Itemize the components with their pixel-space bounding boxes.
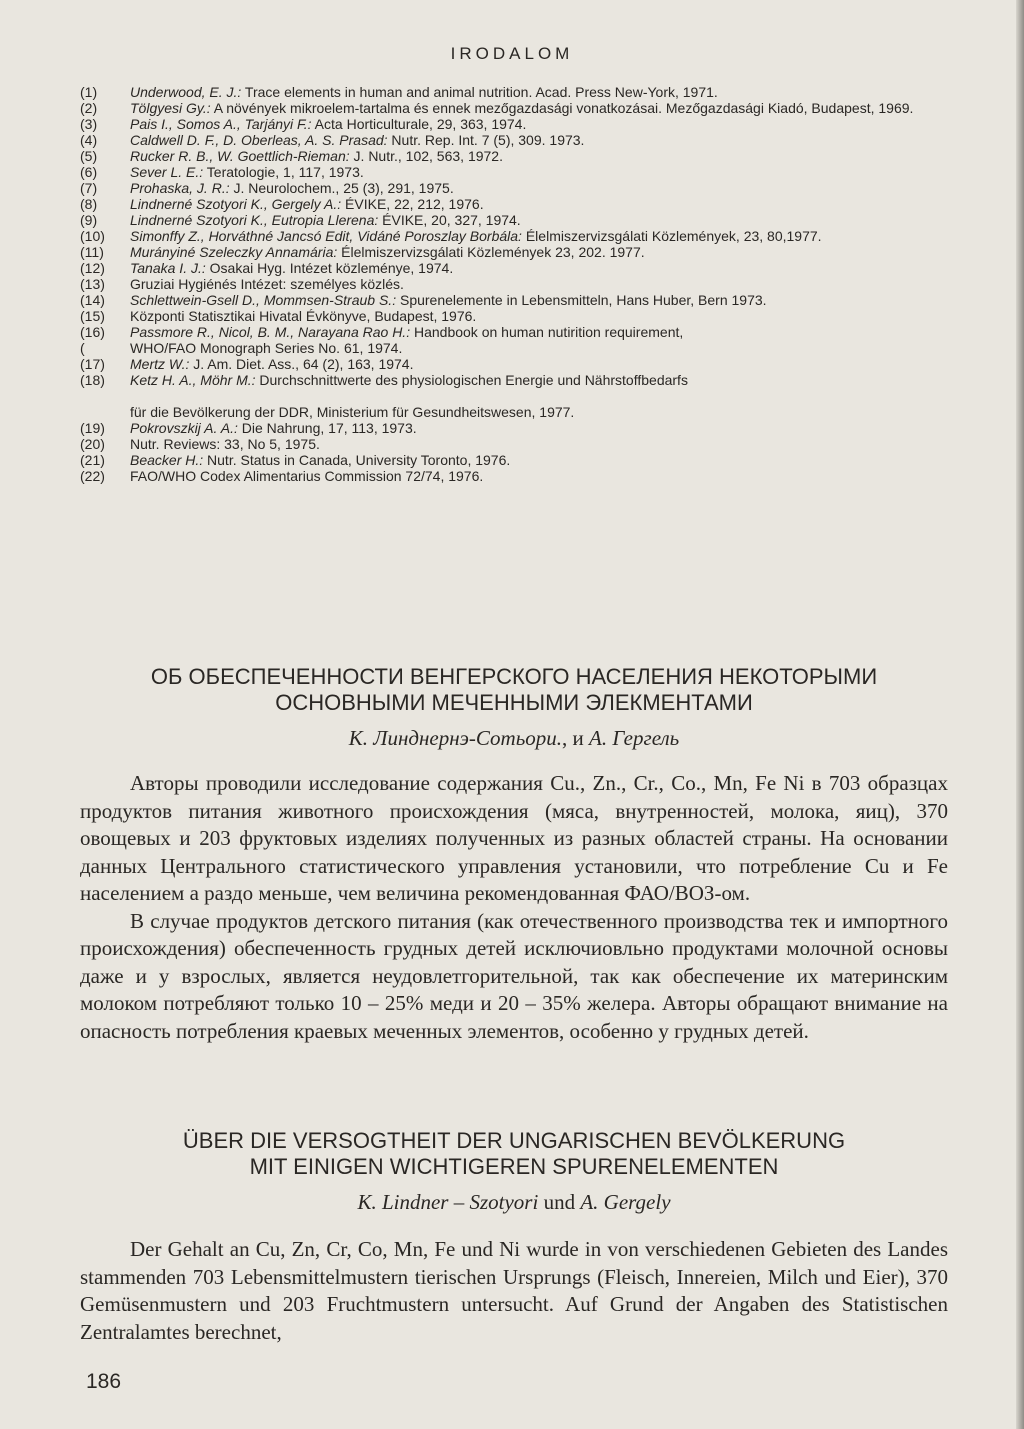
reference-item bbox=[80, 276, 948, 292]
reference-item bbox=[80, 260, 948, 276]
reference-item bbox=[80, 244, 948, 260]
reference-text: Teratologie, 1, 117, 1973. bbox=[203, 164, 364, 180]
german-author-conjunction: und bbox=[538, 1190, 581, 1214]
reference-number bbox=[80, 404, 130, 420]
reference-text: Die Nahrung, 17, 113, 1973. bbox=[237, 420, 417, 436]
reference-item bbox=[80, 228, 948, 244]
russian-authors bbox=[80, 726, 948, 751]
reference-authors: Lindnerné Szotyori K., Eutropia Llerena: bbox=[130, 212, 379, 228]
reference-item bbox=[80, 132, 948, 148]
reference-number: ( bbox=[80, 340, 85, 356]
reference-item bbox=[80, 468, 948, 484]
reference-authors: Tanaka I. J.: bbox=[130, 260, 206, 276]
reference-number: (12) bbox=[80, 260, 105, 276]
reference-text: Acta Horticulturale, 29, 363, 1974. bbox=[311, 116, 527, 132]
reference-authors: Sever L. E.: bbox=[130, 164, 204, 180]
reference-number: (19) bbox=[80, 420, 105, 436]
reference-item bbox=[80, 404, 948, 420]
reference-text: Durchschnittwerte des physiologischen Energie und Nährstoffbedarfs bbox=[255, 372, 688, 388]
reference-text: Spurenelemente in Lebensmitteln, Hans Huber, Bern 1973. bbox=[396, 292, 767, 308]
reference-item bbox=[80, 148, 948, 164]
reference-number: (21) bbox=[80, 452, 105, 468]
reference-list bbox=[80, 84, 948, 484]
reference-authors: Rucker R. B., W. Goettlich-Rieman: bbox=[130, 148, 350, 164]
reference-item bbox=[80, 308, 948, 324]
reference-number: (7) bbox=[80, 180, 98, 196]
reference-body bbox=[130, 228, 948, 244]
reference-number: (5) bbox=[80, 148, 98, 164]
reference-text: FAO/WHO Codex Alimentarius Commission 72/74, 1976. bbox=[130, 468, 484, 484]
german-paragraph-1: Der Gehalt an Cu, Zn, Cr, Co, Mn, Fe und Ni wurde in von verschiedenen Gebieten des Landes stammenden 703 Lebensmittelmustern tierischen Ursprungs (Fleisch, Innereien, Milch und Eier), 370 Gemüsenmustern und 203 Fruchtmustern untersucht. Auf Grund der Angaben des Statistischen Zentralamtes berechnet, bbox=[80, 1237, 948, 1344]
reference-authors: Schlettwein-Gsell D., Mommsen-Straub S.: bbox=[130, 292, 397, 308]
reference-authors: Beacker H.: bbox=[130, 452, 204, 468]
scan-edge bbox=[1016, 0, 1024, 1429]
reference-body bbox=[130, 308, 948, 324]
russian-title-line-2: ОСНОВНЫМИ МЕЧЕННЫМИ ЭЛЕКМЕНТАМИ bbox=[275, 690, 753, 715]
reference-text: A növények mikroelem-tartalma és ennek mezőgazdasági vonatkozásai. Mezőgazdasági Kiadó, Budapest, 1969. bbox=[210, 100, 914, 116]
reference-text: J. Neurolochem., 25 (3), 291, 1975. bbox=[229, 180, 454, 196]
german-title-line-2: MIT EINIGEN WICHTIGEREN SPURENELEMENTEN bbox=[249, 1154, 779, 1179]
russian-abstract bbox=[80, 770, 948, 1045]
reference-item bbox=[80, 116, 948, 132]
reference-number: (18) bbox=[80, 372, 105, 388]
german-title bbox=[80, 1128, 948, 1180]
russian-author-1: К. Линднернэ-Сотьори. bbox=[348, 726, 563, 750]
reference-text: Élelmiszervizsgálati Közlemények 23, 202. 1977. bbox=[337, 244, 645, 260]
reference-number: (9) bbox=[80, 212, 98, 228]
russian-paragraph-2: В случае продуктов детского питания (как отечественного производства тек и импортного происхождения) обеспеченность грудных детей исключиовльно продуктами молочной основы даже и у взрослых, является неудовлетгорительной, так как обеспечение их материнским молоком потребляют только 10 – 25% меди и 20 – 35% желера. Авторы обращают внимание на опасность потребления краевых меченных элементов, особенно у грудных детей. bbox=[80, 908, 948, 1043]
reference-authors: Tölgyesi Gy.: bbox=[130, 100, 211, 116]
reference-body bbox=[130, 436, 948, 452]
reference-number: (1) bbox=[80, 84, 98, 100]
reference-body bbox=[130, 452, 948, 468]
reference-authors: Lindnerné Szotyori K., Gergely A.: bbox=[130, 196, 342, 212]
reference-authors: Underwood, E. J.: bbox=[130, 84, 242, 100]
reference-text: Nutr. Rep. Int. 7 (5), 309. 1973. bbox=[387, 132, 585, 148]
reference-authors: Pokrovszkij A. A.: bbox=[130, 420, 238, 436]
reference-body bbox=[130, 196, 948, 212]
german-authors bbox=[80, 1190, 948, 1215]
reference-item bbox=[80, 436, 948, 452]
russian-paragraph-1: Авторы проводили исследование содержания Cu., Zn., Cr., Co., Mn, Fe Ni в 703 образцах продуктов питания животного происхождения (мяса, внутренностей, молока, яиц), 370 овощевых и 203 фруктовых изделиях полученных из разных областей страны. На основании данных Центрального статистического управления установили, что потребление Cu и Fe населением а раздо меньше, чем величина рекомендованная ФАО/ВОЗ-ом. bbox=[80, 771, 948, 905]
reference-number: (8) bbox=[80, 196, 98, 212]
reference-item bbox=[80, 212, 948, 228]
reference-number: (2) bbox=[80, 100, 98, 116]
reference-number: (10) bbox=[80, 228, 105, 244]
reference-text: Osakai Hyg. Intézet közleménye, 1974. bbox=[205, 260, 454, 276]
reference-item bbox=[80, 452, 948, 468]
reference-body bbox=[130, 244, 948, 260]
reference-body bbox=[130, 468, 948, 484]
reference-body bbox=[130, 356, 948, 372]
russian-title-line-1: ОБ ОБЕСПЕЧЕННОСТИ ВЕНГЕРСКОГО НАСЕЛЕНИЯ НЕКОТОРЫМИ bbox=[150, 664, 878, 689]
reference-item bbox=[80, 292, 948, 308]
reference-number: (6) bbox=[80, 164, 98, 180]
reference-body bbox=[130, 180, 948, 196]
reference-item bbox=[80, 372, 948, 388]
reference-text: Gruziai Hygiénés Intézet: személyes közlés. bbox=[130, 276, 404, 292]
reference-text: J. Am. Diet. Ass., 64 (2), 163, 1974. bbox=[189, 356, 414, 372]
reference-text: J. Nutr., 102, 563, 1972. bbox=[349, 148, 503, 164]
reference-text: Élelmiszervizsgálati Közlemények, 23, 80,1977. bbox=[521, 228, 822, 244]
reference-body bbox=[130, 164, 948, 180]
reference-number: (20) bbox=[80, 436, 105, 452]
reference-text: ÉVIKE, 20, 327, 1974. bbox=[378, 212, 521, 228]
german-title-line-1: ÜBER DIE VERSOGTHEIT DER UNGARISCHEN BEVÖLKERUNG bbox=[182, 1128, 846, 1153]
reference-number: (11) bbox=[80, 244, 104, 260]
german-abstract bbox=[80, 1236, 948, 1346]
reference-authors: Pais I., Somos A., Tarjányi F.: bbox=[130, 116, 312, 132]
reference-authors: Simonffy Z., Horváthné Jancsó Edit, Vidáné Poroszlay Borbála: bbox=[130, 228, 522, 244]
reference-number: (3) bbox=[80, 116, 98, 132]
reference-body bbox=[130, 260, 948, 276]
reference-item bbox=[80, 324, 948, 340]
reference-body bbox=[130, 404, 948, 420]
reference-authors: Passmore R., Nicol, B. M., Narayana Rao H.: bbox=[130, 324, 411, 340]
reference-number: (14) bbox=[80, 292, 105, 308]
reference-number: (17) bbox=[80, 356, 105, 372]
reference-body bbox=[130, 372, 948, 388]
reference-item bbox=[80, 100, 948, 116]
reference-text: ÉVIKE, 22, 212, 1976. bbox=[341, 196, 484, 212]
page-header: IRODALOM bbox=[450, 44, 574, 63]
page-number: 186 bbox=[86, 1370, 122, 1393]
reference-number: (4) bbox=[80, 132, 98, 148]
reference-text: Trace elements in human and animal nutrition. Acad. Press New-York, 1971. bbox=[241, 84, 718, 100]
german-author-1: K. Lindner – Szotyori bbox=[357, 1190, 539, 1214]
reference-body bbox=[130, 276, 948, 292]
reference-text: für die Bevölkerung der DDR, Ministerium für Gesundheitswesen, 1977. bbox=[130, 404, 575, 420]
reference-body bbox=[130, 324, 948, 340]
german-author-2: A. Gergely bbox=[580, 1190, 671, 1214]
reference-body bbox=[130, 116, 948, 132]
reference-body bbox=[130, 132, 948, 148]
reference-authors: Ketz H. A., Möhr M.: bbox=[130, 372, 256, 388]
reference-item bbox=[80, 196, 948, 212]
reference-authors: Murányiné Szeleczky Annamária: bbox=[130, 244, 338, 260]
reference-number: (13) bbox=[80, 276, 105, 292]
reference-authors: Prohaska, J. R.: bbox=[130, 180, 230, 196]
reference-item bbox=[80, 340, 948, 356]
reference-number: (15) bbox=[80, 308, 105, 324]
russian-title bbox=[80, 664, 948, 716]
reference-body bbox=[130, 148, 948, 164]
russian-author-conjunction: , и bbox=[562, 726, 590, 750]
reference-item bbox=[80, 180, 948, 196]
reference-body bbox=[130, 420, 948, 436]
reference-text: Handbook on human nutirition requirement, bbox=[410, 324, 684, 340]
reference-body bbox=[130, 212, 948, 228]
reference-item bbox=[80, 420, 948, 436]
reference-text: Nutr. Status in Canada, University Toronto, 1976. bbox=[203, 452, 511, 468]
reference-body bbox=[130, 292, 948, 308]
reference-body bbox=[130, 84, 948, 100]
russian-author-2: А. Гергель bbox=[589, 726, 680, 750]
reference-text: WHO/FAO Monograph Series No. 61, 1974. bbox=[130, 340, 403, 356]
reference-number: (22) bbox=[80, 468, 105, 484]
reference-authors: Caldwell D. F., D. Oberleas, A. S. Prasad: bbox=[130, 132, 388, 148]
reference-body bbox=[130, 100, 948, 116]
reference-item bbox=[80, 356, 948, 372]
reference-authors: Mertz W.: bbox=[130, 356, 190, 372]
reference-text: Központi Statisztikai Hivatal Évkönyve, Budapest, 1976. bbox=[130, 308, 477, 324]
reference-item bbox=[80, 84, 948, 100]
reference-item bbox=[80, 164, 948, 180]
reference-number: (16) bbox=[80, 324, 105, 340]
reference-text: Nutr. Reviews: 33, No 5, 1975. bbox=[130, 436, 320, 452]
reference-body bbox=[130, 340, 948, 356]
